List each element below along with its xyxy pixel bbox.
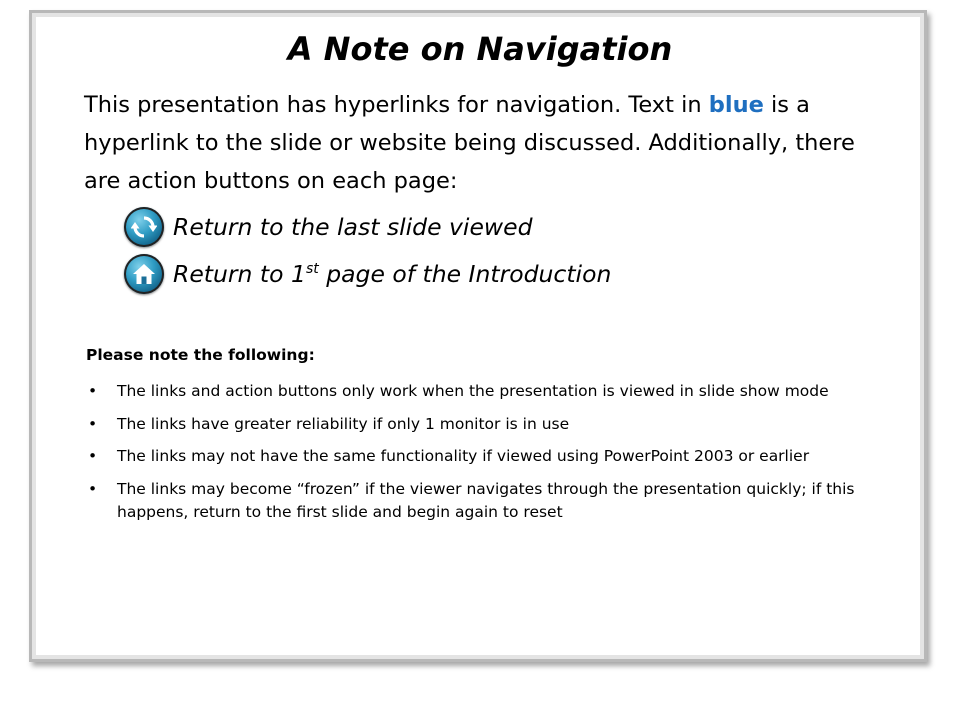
- action-label-home: [173, 260, 611, 288]
- home-icon[interactable]: [124, 254, 164, 294]
- refresh-icon-glyph: [131, 214, 157, 240]
- action-label-last-slide: Return to the last slide viewed: [173, 213, 533, 241]
- list-item-text: The links may become “frozen” if the viewer navigates through the presentation quickly; if this happens, return to the first slide and begin again to reset: [117, 479, 855, 521]
- slide-title: A Note on Navigation: [287, 30, 673, 68]
- intro-text-start: This presentation has hyperlinks for navigation. Text in: [84, 92, 709, 118]
- list-item: [86, 380, 886, 404]
- action-label-home-end: page of the Introduction: [318, 260, 612, 288]
- intro-text-end: is a hyperlink to the slide or website being discussed. Additionally, there are action buttons on each page:: [84, 92, 855, 194]
- refresh-icon[interactable]: [124, 207, 164, 247]
- bullet-icon: •: [88, 414, 98, 433]
- bullet-icon: •: [88, 382, 98, 400]
- list-item: [86, 413, 886, 437]
- bullet-icon: •: [88, 479, 98, 498]
- list-item-text: The links and action buttons only work when the presentation is viewed in slide show mode: [117, 382, 829, 400]
- home-icon-glyph: [132, 262, 156, 286]
- action-row-home: [124, 254, 611, 294]
- notes-heading: Please note the following:: [86, 346, 315, 364]
- list-item-text: The links have greater reliability if only 1 monitor is in use: [117, 414, 570, 433]
- notes-section: [86, 344, 886, 534]
- list-item-text: The links may not have the same functionality if viewed using PowerPoint 2003 or earlier: [117, 447, 810, 465]
- intro-paragraph: [84, 86, 884, 200]
- action-label-home-superscript: st: [305, 261, 319, 278]
- list-item: [86, 445, 886, 469]
- bullet-icon: •: [88, 447, 98, 465]
- notes-list: [86, 380, 886, 525]
- action-row-last-slide: [124, 207, 533, 247]
- list-item: [86, 478, 886, 525]
- blue-hyperlink-word[interactable]: blue: [708, 92, 764, 118]
- action-label-home-start: Return to 1: [173, 260, 306, 288]
